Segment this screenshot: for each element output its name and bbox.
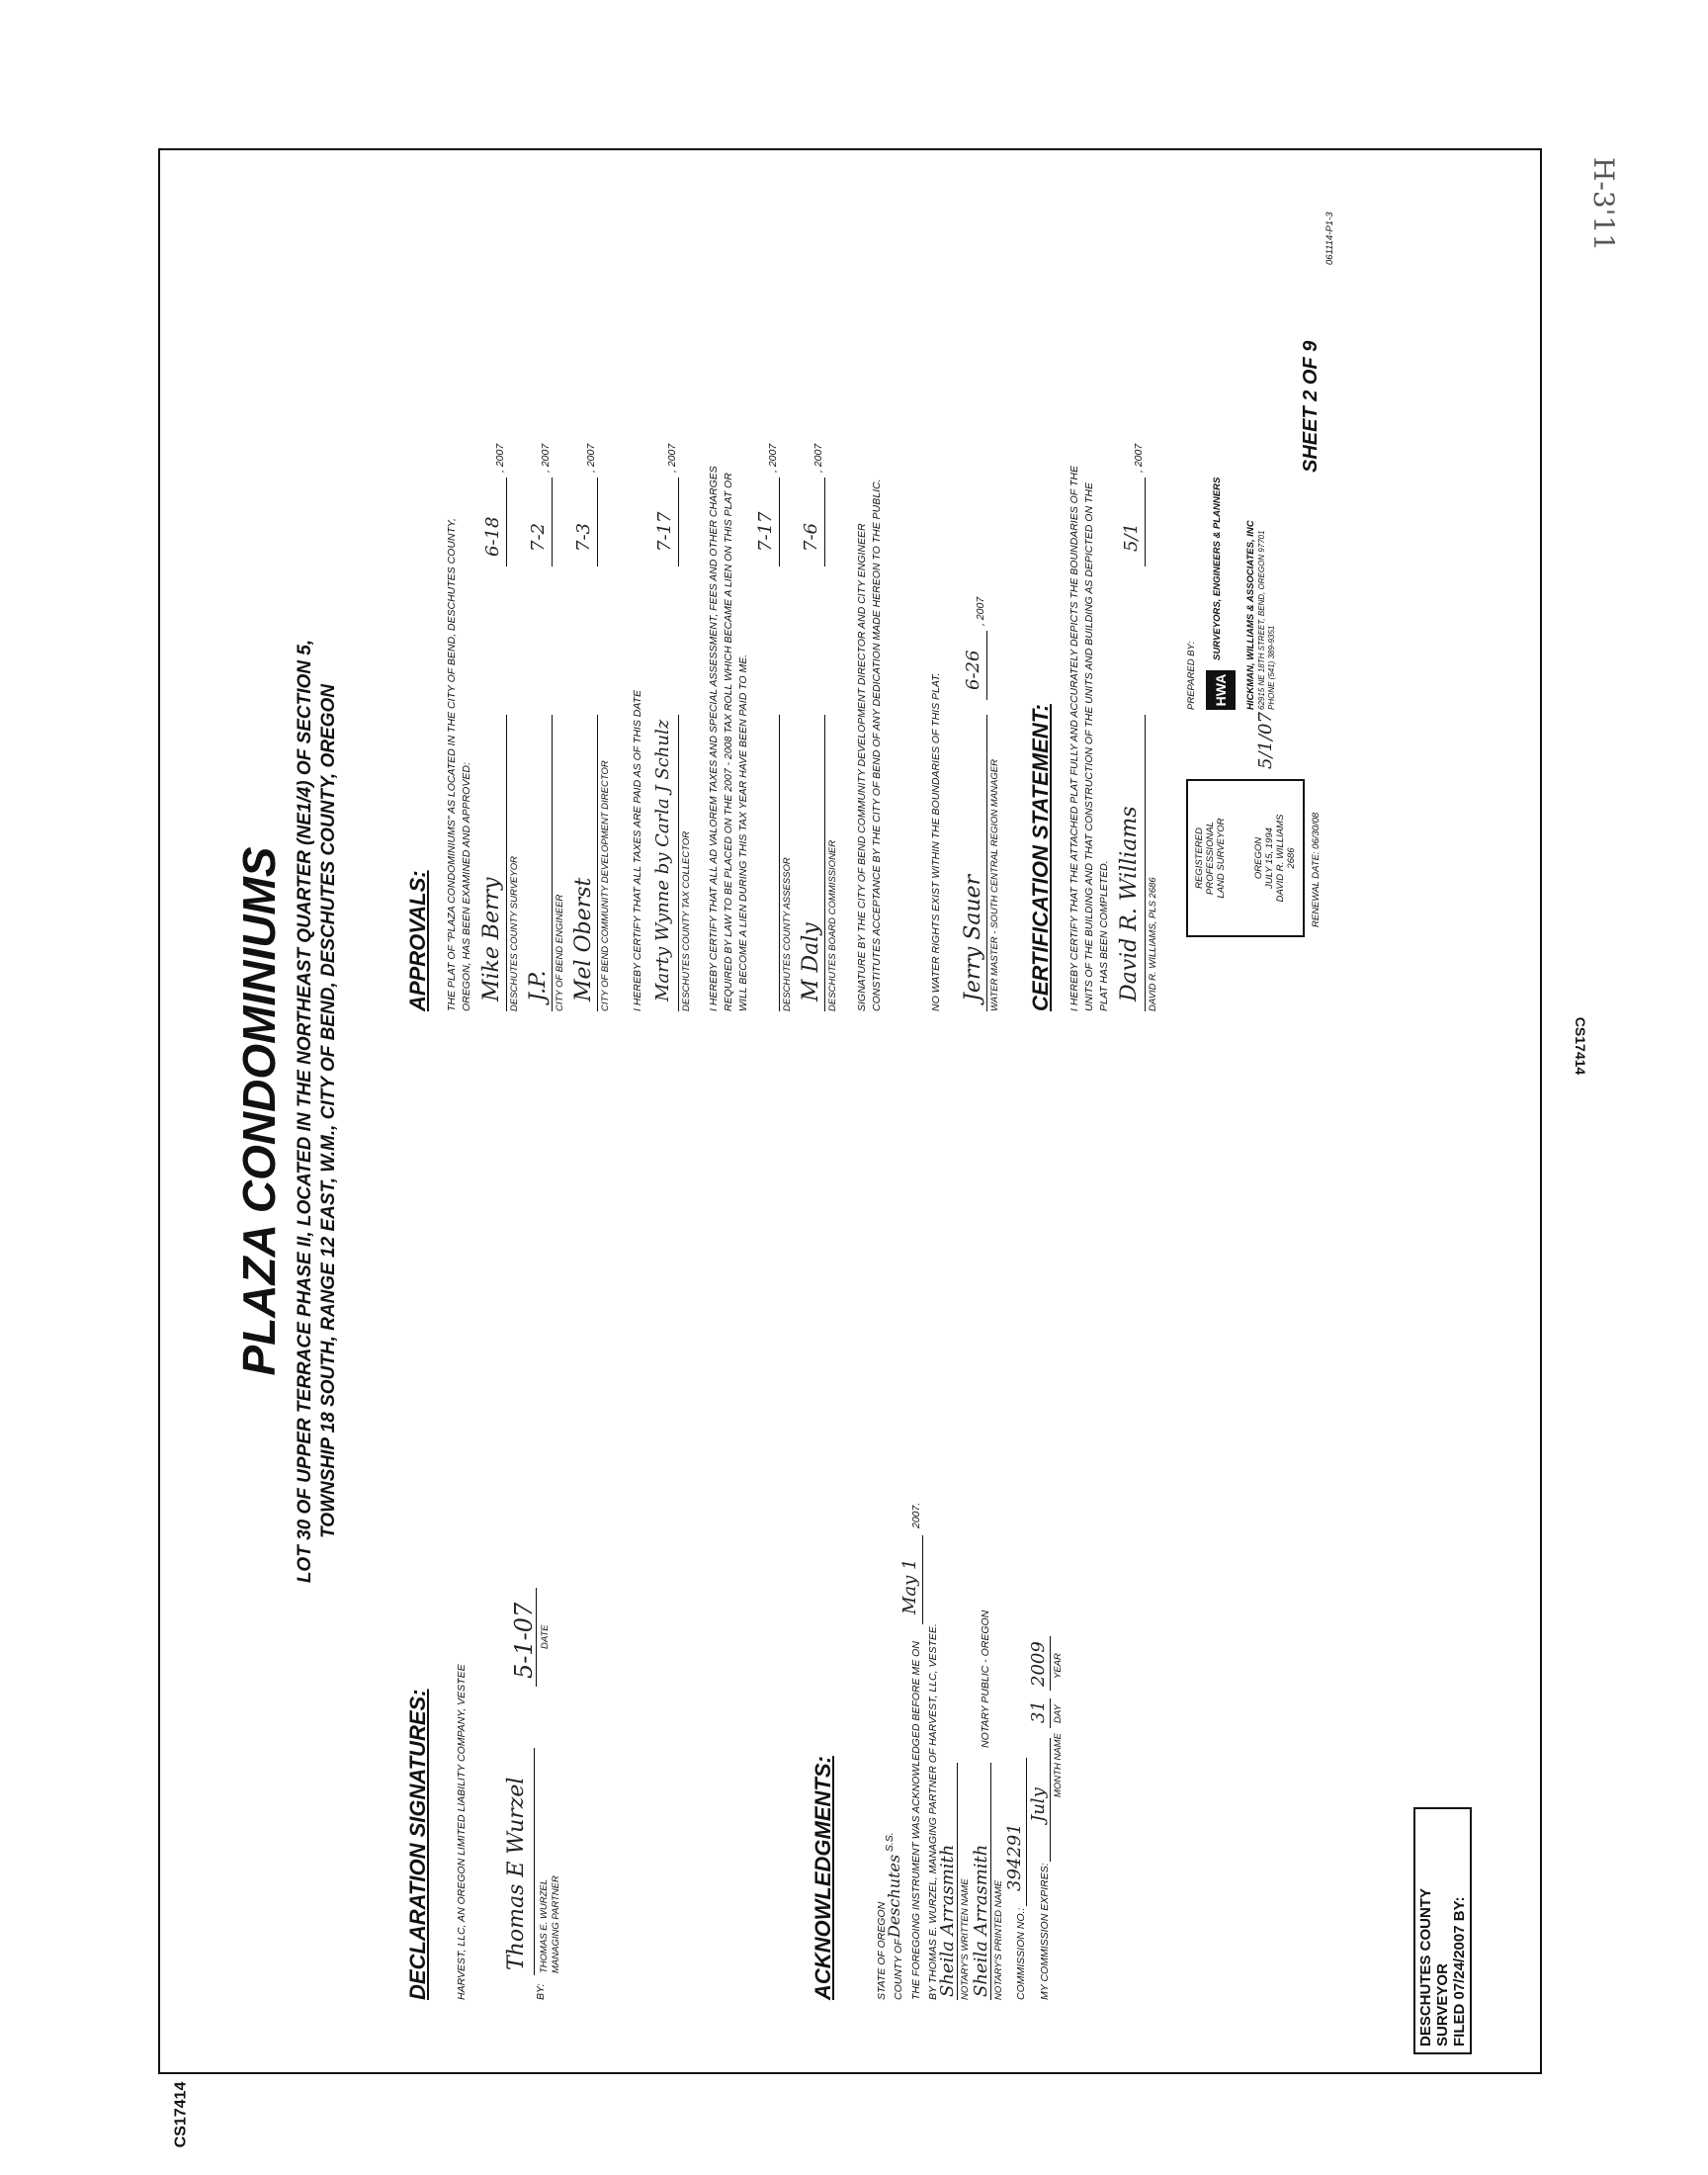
approval-assessor-date: 7-17 [755, 511, 776, 552]
ack-notary-written-value: Sheila Arrasmith [937, 1844, 958, 1997]
approval-director-date: 7-3 [573, 523, 594, 552]
approval-tax-intro: I HEREBY CERTIFY THAT ALL TAXES ARE PAID AS OF THIS DATE [632, 690, 643, 1011]
approval-surveyor-label: DESCHUTES COUNTY SURVEYOR [509, 856, 520, 1011]
approval-director-label: CITY OF BEND COMMUNITY DEVELOPMENT DIRECTOR [600, 760, 611, 1011]
filed-date: 07/24/2007 [1451, 1925, 1468, 2000]
ack-expires-label: MY COMMISSION EXPIRES: [1039, 1863, 1051, 2000]
stamp-sig-date: 5/1/07 [1255, 712, 1276, 769]
ack-year-label: YEAR [1053, 1653, 1064, 1679]
approval-engineer-year: , 2007 [540, 443, 552, 473]
approval-engineer-label: CITY OF BEND ENGINEER [555, 894, 565, 1011]
ack-expires-month-line [1050, 1738, 1051, 1862]
bottom-record-code: CS17414 [172, 2081, 190, 2148]
ack-ss: S.S. [884, 1832, 896, 1852]
preparer-label: PREPARED BY: [1186, 641, 1197, 710]
ack-expires-day: 31 [1028, 1700, 1049, 1723]
ack-expires-year-line [1050, 1636, 1051, 1691]
approval-commissioner-label: DESCHUTES BOARD COMMISSIONER [827, 839, 838, 1011]
approval-assessor-date-line [779, 478, 780, 566]
approval-commissioner-date-line [824, 478, 825, 566]
filed-by-label: BY: [1451, 1896, 1468, 1922]
approval-tax-line [678, 715, 679, 1011]
certification-year: , 2007 [1133, 443, 1145, 473]
declaration-date-line [536, 1588, 537, 1687]
approval-director-signature: Mel Oberst [571, 877, 596, 1001]
approval-engineer-signature: J.P. [526, 970, 551, 1001]
stamp-number: 2686 [1286, 847, 1297, 869]
plat-subtitle-line1: LOT 30 OF UPPER TERRACE PHASE II, LOCATED IN THE NORTHEAST QUARTER (NE1/4) OF SECTION 5, [295, 639, 315, 1584]
approval-water-line [986, 715, 987, 1011]
declaration-date-label: DATE [540, 1624, 551, 1649]
approval-engineer-date-line [552, 478, 553, 566]
preparer-company: HICKMAN, WILLIAMS & ASSOCIATES, INC [1245, 520, 1256, 710]
approval-surveyor-date: 6-18 [482, 516, 503, 557]
surveyor-stamp [1186, 779, 1305, 937]
approval-director-date-line [597, 478, 598, 566]
filed-stamp [1413, 1807, 1472, 2054]
ack-notary-written-line [957, 1763, 958, 2000]
approval-tax-year: , 2007 [666, 443, 678, 473]
ack-line2: BY THOMAS E. WURZEL, MANAGING PARTNER OF HARVEST, LLC, VESTEE. [927, 1623, 939, 2000]
ack-expires-month: July [1028, 1787, 1049, 1822]
certification-signature-line [1145, 715, 1146, 1011]
ack-line1-date-line [922, 1535, 923, 1624]
approvals-heading: APPROVALS: [405, 870, 430, 1011]
filed-line2 [1451, 1815, 1468, 2046]
certification-signature: David R. Williams [1117, 806, 1142, 1001]
approval-assessor-line [779, 715, 780, 1011]
approval-tax-date: 7-17 [654, 511, 675, 552]
certification-date: 5/1 [1121, 523, 1142, 552]
approval-water-year: , 2007 [975, 596, 986, 626]
stamp-line1: REGISTERED [1194, 827, 1205, 889]
ack-county-label: COUNTY OF [893, 1939, 904, 2000]
approval-assess-text: I HEREBY CERTIFY THAT ALL AD VALOREM TAXES AND SPECIAL ASSESSMENT, FEES AND OTHER CHARGES REQUIRED BY LAW TO BE PLACED ON THE 2007 - 2008 TAX ROLL WHICH BECAME A LIEN ON THIS PLAT OR WILL BECOME A LIEN DURING THIS TAX YEAR HAVE BEEN PAID TO ME. [708, 466, 750, 1011]
stamp-date: JULY 15, 1994 [1264, 827, 1275, 889]
preparer-address: 62915 NE 18TH STREET, BEND, OREGON 97701 [1257, 530, 1266, 710]
ack-expires-day-line [1050, 1698, 1051, 1728]
stamp-state: OREGON [1253, 836, 1264, 880]
approval-water-date: 6-26 [963, 650, 983, 690]
ack-commission-no-label: COMMISSION NO.: [1015, 1907, 1027, 2000]
preparer-phone: PHONE (541) 389-9351 [1267, 625, 1276, 710]
drawing-number: 061114-P1-3 [1324, 212, 1335, 265]
stamp-renewal: RENEWAL DATE: 06/30/08 [1311, 812, 1322, 927]
ack-line1: THE FOREGOING INSTRUMENT WAS ACKNOWLEDGED BEFORE ME ON [910, 1641, 922, 2000]
approval-assessor-year: , 2007 [767, 443, 779, 473]
declaration-by-label: BY: [535, 1983, 547, 2000]
ack-commission-no-line [1026, 1758, 1027, 1906]
approval-surveyor-date-line [506, 478, 507, 566]
preparer-logo: HWA [1206, 670, 1236, 710]
approval-surveyor-signature: Mike Berry [479, 877, 504, 1001]
declaration-signer-title: MANAGING PARTNER [551, 1875, 561, 1973]
filed-line1: DESCHUTES COUNTY SURVEYOR [1417, 1888, 1451, 2046]
preparer-tag: SURVEYORS, ENGINEERS & PLANNERS [1212, 477, 1223, 660]
approval-tax-signature: Marty Wynne by Carla J Schulz [652, 719, 673, 1001]
approval-water-label: WATER MASTER - SOUTH CENTRAL REGION MANAGER [989, 759, 1000, 1011]
ack-expires-year: 2009 [1028, 1641, 1049, 1687]
declaration-date-value: 5-1-07 [510, 1602, 538, 1679]
corner-handwritten-note: H-3'11 [1587, 156, 1621, 252]
declaration-text: HARVEST, LLC, AN OREGON LIMITED LIABILITY COMPANY, VESTEE [456, 1664, 468, 2000]
approval-water-date-line [986, 631, 987, 700]
declaration-signature: Thomas E Wurzel [504, 1777, 529, 1970]
declaration-signer-name: THOMAS E. WURZEL [539, 1878, 550, 1973]
acknowledgments-heading: ACKNOWLEDGMENTS: [811, 1756, 835, 2000]
ack-day-label: DAY [1053, 1704, 1064, 1723]
approval-commissioner-date: 7-6 [801, 523, 821, 552]
approval-water-signature: Jerry Sauer [961, 874, 985, 1001]
ack-notary-printed-value: Sheila Arrasmith [971, 1844, 991, 1997]
plat-title: PLAZA CONDOMINIUMS [233, 846, 285, 1376]
sheet-number: SHEET 2 OF 9 [1300, 340, 1322, 473]
filed-label: FILED [1451, 2003, 1468, 2046]
approval-tax-date-line [678, 478, 679, 566]
approval-surveyor-line [506, 715, 507, 1011]
approval-engineer-date: 7-2 [528, 523, 549, 552]
certification-signer: DAVID R. WILLIAMS, PLS 2686 [1148, 877, 1158, 1011]
plat-subtitle-line2: TOWNSHIP 18 SOUTH, RANGE 12 EAST, W.M., CITY OF BEND, DESCHUTES COUNTY, OREGON [318, 684, 339, 1538]
stamp-line2: PROFESSIONAL [1205, 822, 1216, 895]
approval-commissioner-signature: M Daly [799, 922, 823, 1001]
ack-line1-date: May 1 [899, 1558, 920, 1614]
ack-notary-written-label: NOTARY'S WRITTEN NAME [960, 1878, 971, 2000]
declaration-signature-line [534, 1748, 535, 1975]
declaration-heading: DECLARATION SIGNATURES: [405, 1689, 430, 2000]
ack-notary-printed-label: NOTARY'S PRINTED NAME [993, 1879, 1004, 2000]
approvals-intro: THE PLAT OF "PLAZA CONDOMINIUMS" AS LOCATED IN THE CITY OF BEND, DESCHUTES COUNTY, OREGON, HAS BEEN EXAMINED AND APPROVED: [446, 518, 473, 1011]
certification-heading: CERTIFICATION STATEMENT: [1028, 704, 1053, 1011]
approval-surveyor-year: , 2007 [494, 443, 506, 473]
top-record-code: CS17414 [1573, 1016, 1589, 1076]
approval-water-text: NO WATER RIGHTS EXIST WITHIN THE BOUNDARIES OF THIS PLAT. [930, 672, 942, 1011]
ack-line1-year: 2007. [910, 1502, 922, 1528]
stamp-name: DAVID R. WILLIAMS [1275, 814, 1286, 903]
ack-notary-public: NOTARY PUBLIC - OREGON [980, 1610, 991, 1748]
ack-commission-no-value: 394291 [1004, 1823, 1025, 1891]
plat-sheet [158, 148, 1542, 2074]
approval-commissioner-year: , 2007 [812, 443, 824, 473]
ack-notary-printed-line [990, 1763, 991, 2000]
certification-date-line [1145, 478, 1146, 566]
approval-director-year: , 2007 [585, 443, 597, 473]
approval-city-text: SIGNATURE BY THE CITY OF BEND COMMUNITY DEVELOPMENT DIRECTOR AND CITY ENGINEER CONSTITUTES ACCEPTANCE BY THE CITY OF BEND OF ANY DEDICATION MADE HEREON TO THE PUBLIC. [856, 478, 884, 1011]
approval-engineer-line [552, 715, 553, 1011]
approval-director-line [597, 715, 598, 1011]
ack-county-value: Deschutes [885, 1854, 903, 1938]
stamp-line3: LAND SURVEYOR [1216, 818, 1227, 899]
ack-state: STATE OF OREGON [876, 1901, 888, 2000]
certification-text: I HEREBY CERTIFY THAT THE ATTACHED PLAT FULLY AND ACCURATELY DEPICTS THE BOUNDARIES OF THE UNITS OF THE BUILDING AND THAT CONSTRUCTION OF THE UNITS AND BUILDING AS DEPICTED ON THE PLAT HAS BEEN COMPLETED. [1068, 466, 1111, 1011]
approval-assessor-label: DESCHUTES COUNTY ASSESSOR [782, 857, 793, 1011]
ack-month-name-label: MONTH NAME [1053, 1733, 1064, 1797]
approval-tax-label: DESCHUTES COUNTY TAX COLLECTOR [681, 830, 692, 1011]
approval-commissioner-line [824, 715, 825, 1011]
